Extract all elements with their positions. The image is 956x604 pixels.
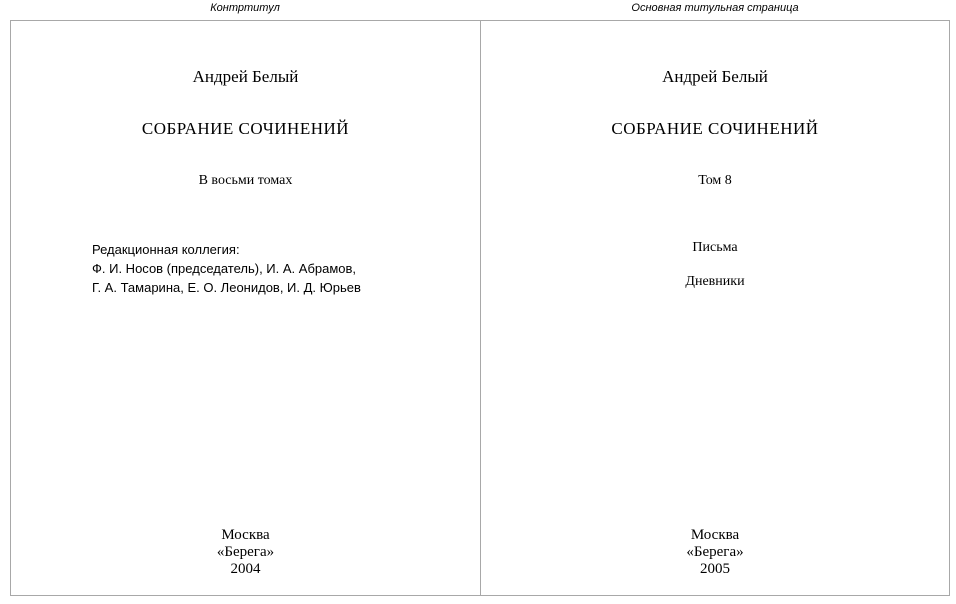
imprint-city: Москва [690,527,740,543]
caption-countertitle: Контртитул [210,2,280,14]
main-title-page [480,20,950,596]
collection-title: СОБРАНИЕ СОЧИНЕНИЙ [611,119,819,138]
genre-letters: Письма [692,240,738,255]
editorial-board-heading: Редакционная коллегия: [92,242,240,257]
genre-diaries: Дневники [685,274,745,289]
imprint [481,527,949,578]
imprint-year: 2005 [700,561,730,577]
imprint-publisher: «Берега» [686,544,744,560]
author-name: Андрей Белый [192,67,299,86]
collection-title: СОБРАНИЕ СОЧИНЕНИЙ [141,119,350,138]
editorial-board [92,240,361,297]
volumes-note: В восьми томах [198,173,293,188]
imprint-year: 2004 [230,561,261,577]
caption-main-title-page: Основная титульная страница [631,2,799,14]
editorial-board-line: Ф. И. Носов (председатель), И. А. Абрамов, [92,261,357,276]
countertitle-page [10,20,481,596]
volume-number: Том 8 [698,173,732,188]
imprint-publisher: «Берега» [216,544,275,560]
imprint [11,527,480,578]
author-name: Андрей Белый [662,67,768,86]
imprint-city: Москва [221,527,270,543]
editorial-board-line: Г. А. Тамарина, Е. О. Леонидов, И. Д. Юрьев [92,280,361,295]
